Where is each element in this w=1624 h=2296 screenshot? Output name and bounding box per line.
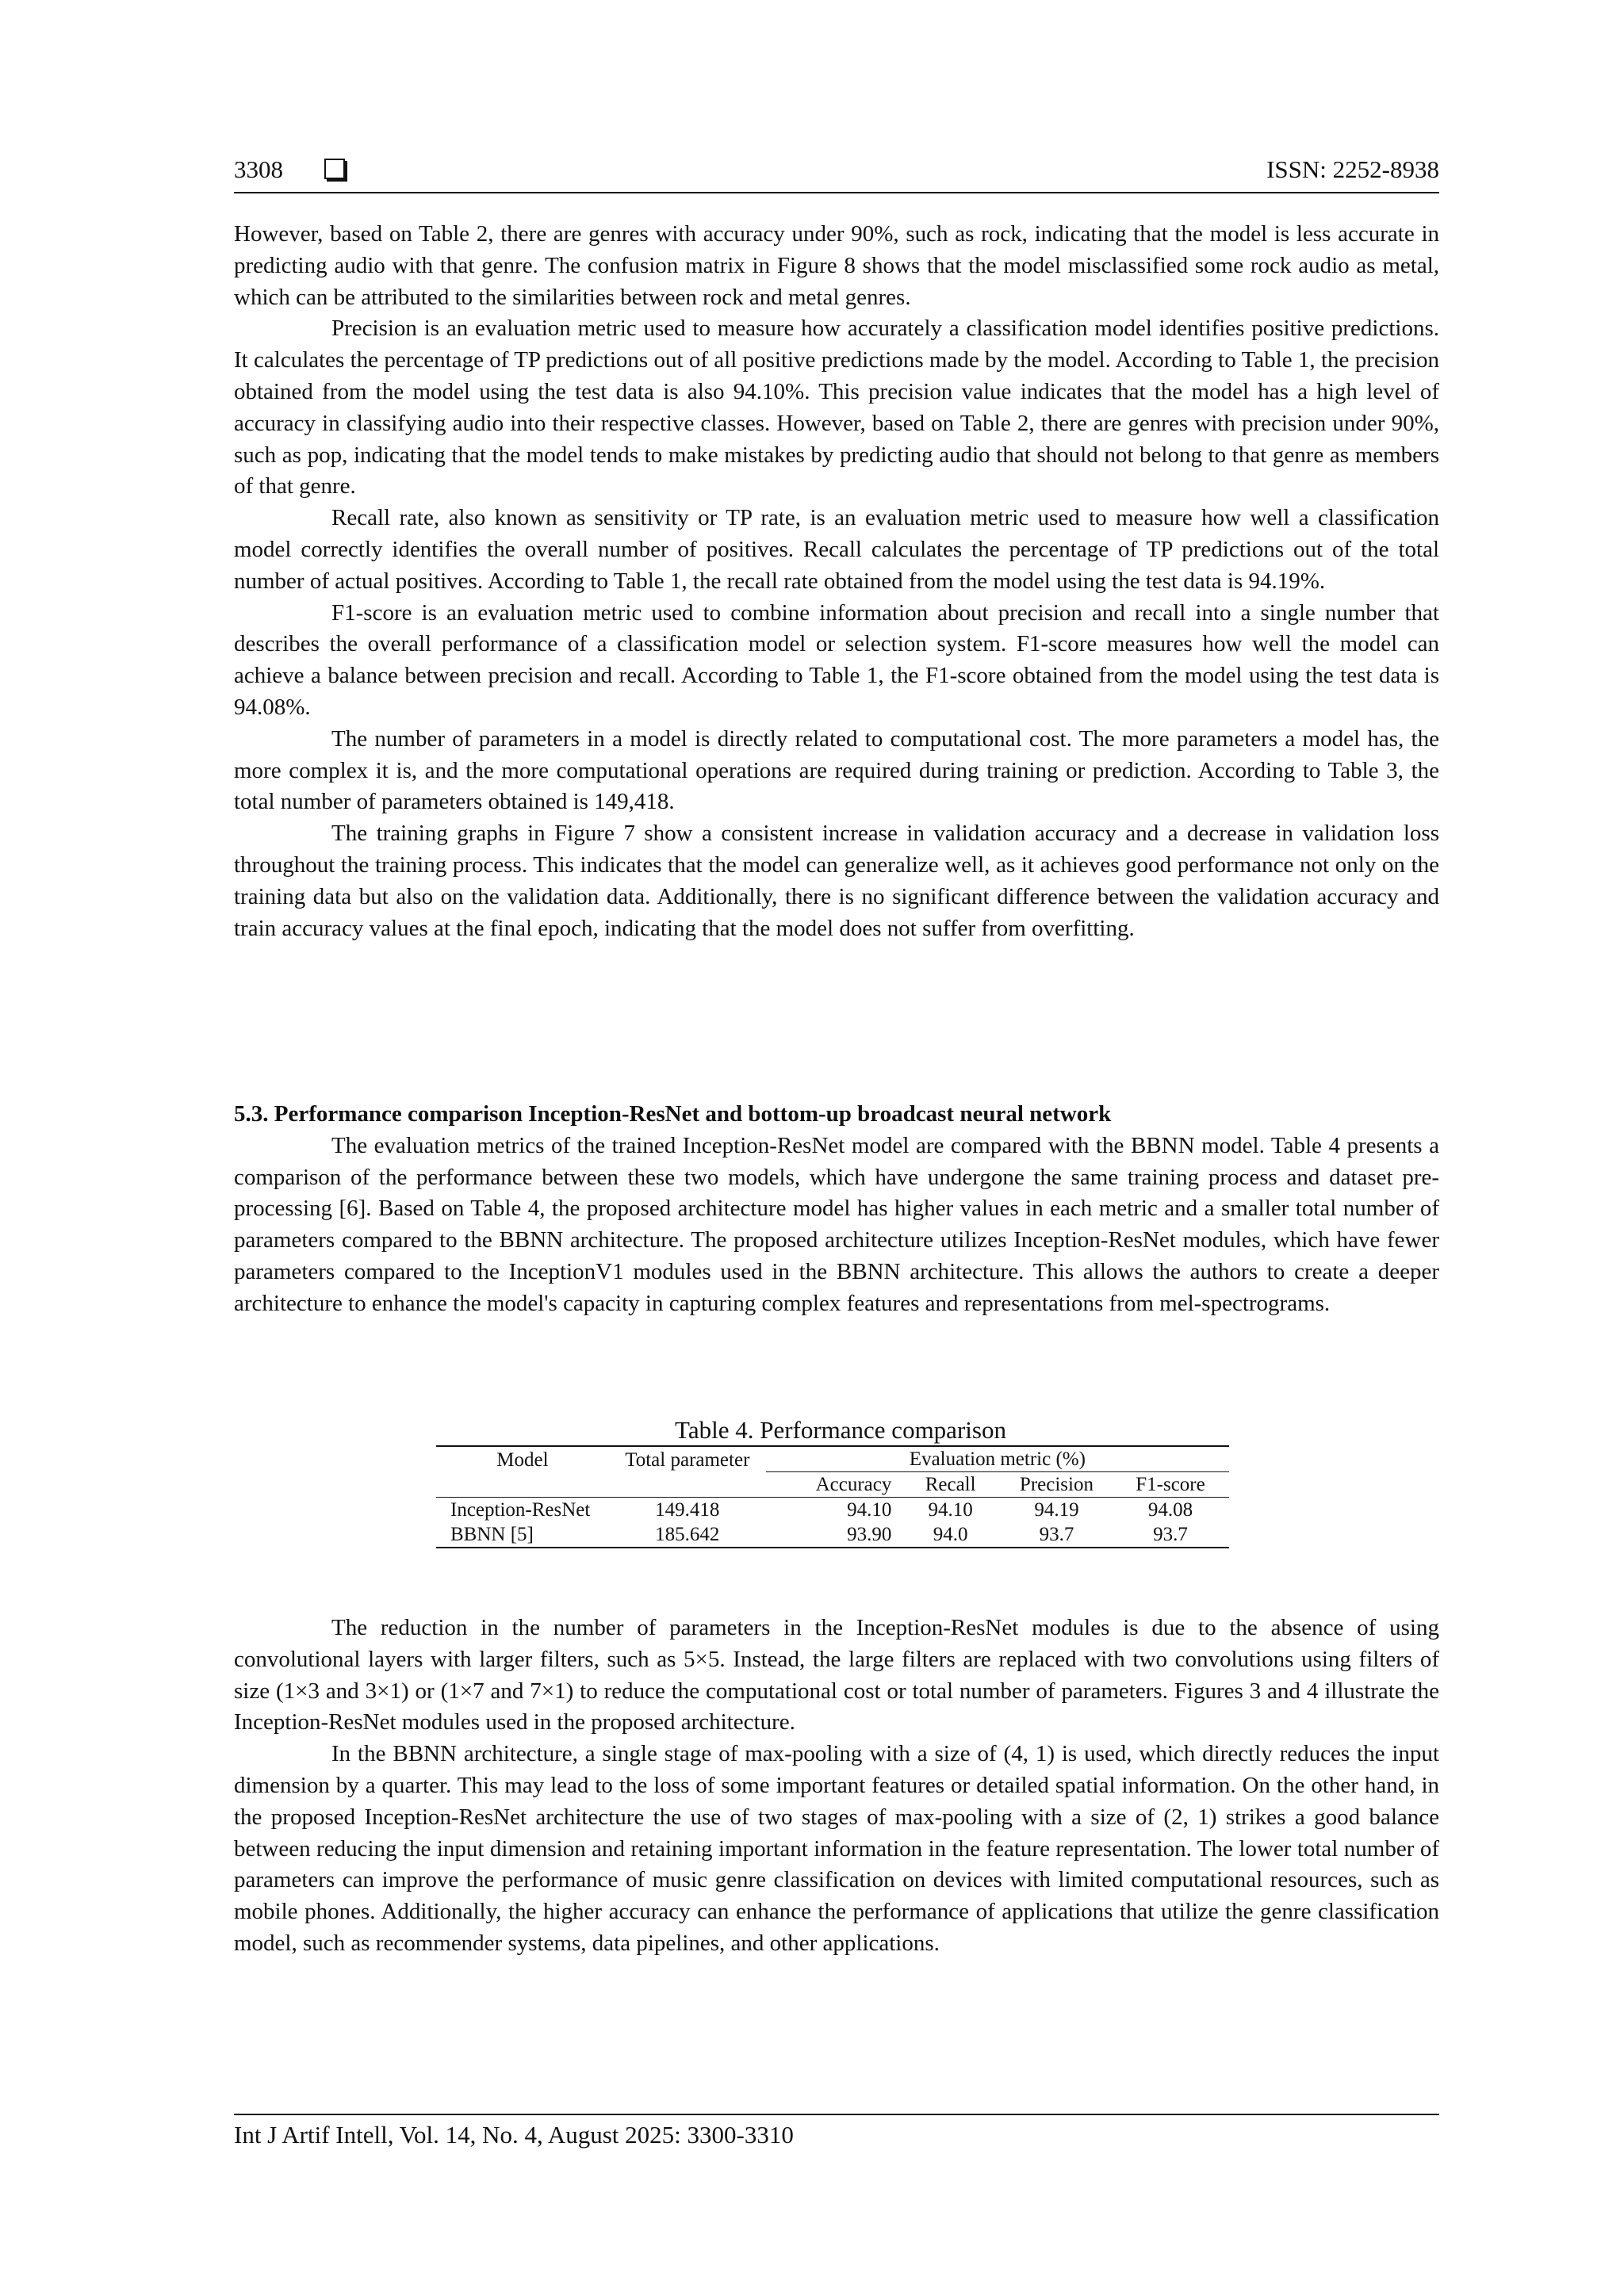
col-model-header: Model xyxy=(436,1446,609,1472)
checkbox-icon xyxy=(324,159,345,179)
col-accuracy-header: Accuracy xyxy=(766,1472,900,1498)
cell-model: Inception-ResNet xyxy=(450,1499,591,1521)
paragraph-1: However, based on Table 2, there are genres with accuracy under 90%, such as rock, indicating that the model is less accurate in predicting audio with that genre. The confusion matrix in Figure 8 shows that the model misclassified some rock audio as metal, which can be attributed to the similarities between rock and metal genres. xyxy=(234,221,1439,310)
cell-f1: 93.7 xyxy=(1112,1522,1229,1548)
cell-total: 185.642 xyxy=(609,1522,766,1548)
paragraph-3: Recall rate, also known as sensitivity or TP rate, is an evaluation metric used to measure how well a classification model correctly identifies the overall number of positives. Recall calculates the percentage of TP predictions out of the total number of actual positives. According to Table 1, the recall rate obtained from the model using the test data is 94.19%. xyxy=(234,505,1439,594)
footer-citation: Int J Artif Intell, Vol. 14, No. 4, August 2025: 3300-3310 xyxy=(234,2121,794,2149)
paragraph-8: In the BBNN architecture, a single stage of max-pooling with a size of (4, 1) is used, which directly reduces the input dimension by a quarter. This may lead to the loss of some important features or detailed spatial information. On the other hand, in the proposed Inception-ResNet architecture the use of two stages of max-pooling with a size of (2, 1) strikes a good balance between reducing the input dimension and retaining important information in the feature representation. The lower total number of parameters can improve the performance of music genre classification on devices with limited computational resources, such as mobile phones. Additionally, the higher accuracy can enhance the performance of applications that utilize the genre classification model, such as recommender systems, data pipelines, and other applications. xyxy=(234,1741,1439,1956)
cell-total: 149.418 xyxy=(655,1499,720,1521)
paragraph-5: The number of parameters in a model is directly related to computational cost. The more parameters a model has, the more complex it is, and the more computational operations are required during training or prediction. According to Table 3, the total number of parameters obtained is 149,418. xyxy=(234,725,1439,815)
col-precision-header: Precision xyxy=(1002,1472,1112,1498)
col-f1-header: F1-score xyxy=(1112,1472,1229,1498)
section-paragraph: The evaluation metrics of the trained Inception-ResNet model are compared with the BBNN model. Table 4 presents a comparison of the performance between these two models, which have undergone the same training process and dataset pre-processing [6]. Based on Table 4, the proposed architecture model has higher values in each metric and a smaller total number of parameters compared to the BBNN architecture. The proposed architecture utilizes Inception-ResNet modules, which have fewer parameters compared to the InceptionV1 modules used in the BBNN architecture. This allows the authors to create a deeper architecture to enhance the model's capacity in capturing complex features and representations from mel-spectrograms. xyxy=(234,1132,1439,1316)
paragraph-4: F1-score is an evaluation metric used to combine information about precision and recall into a single number that describes the overall performance of a classification model or selection system. F1-score measures how well the model can achieve a balance between precision and recall. According to Table 1, the F1-score obtained from the model using the test data is 94.08%. xyxy=(234,599,1439,720)
paragraph-2: Precision is an evaluation metric used to measure how accurately a classification model identifies positive predictions. It calculates the percentage of TP predictions out of all positive predictions made by the model. According to Table 1, the precision obtained from the model using the test data is also 94.10%. This precision value indicates that the model has a high level of accuracy in classifying audio into their respective classes. However, based on Table 2, there are genres with precision under 90%, such as pop, indicating that the model tends to make mistakes by predicting audio that should not belong to that genre as members of that genre. xyxy=(234,316,1439,499)
cell-precision: 94.19 xyxy=(1034,1499,1079,1521)
table-row xyxy=(436,1522,1229,1548)
body-bottom xyxy=(234,1613,1439,1960)
cell-recall: 94.10 xyxy=(928,1499,973,1521)
section-5-3 xyxy=(234,1099,1439,1320)
table-row xyxy=(436,1498,1229,1523)
cell-precision: 93.7 xyxy=(1002,1522,1112,1548)
cell-f1: 94.08 xyxy=(1147,1499,1193,1521)
page-number: 3308 xyxy=(234,155,283,183)
body-top xyxy=(234,219,1439,944)
eval-header-label: Evaluation metric (%) xyxy=(766,1447,1229,1472)
col-total-header: Total parameter xyxy=(609,1446,766,1472)
table-caption: Table 4. Performance comparison xyxy=(675,1416,1006,1444)
col-eval-header xyxy=(766,1446,1229,1472)
section-heading: 5.3. Performance comparison Inception-ResNet and bottom-up broadcast neural network xyxy=(234,1101,1112,1127)
issn: ISSN: 2252-8938 xyxy=(1266,155,1439,183)
page-header xyxy=(234,155,1439,187)
header-rule xyxy=(234,192,1439,193)
paragraph-7: The reduction in the number of parameters in the Inception-ResNet modules is due to the absence of using convolutional layers with larger filters, such as 5×5. Instead, the large filters are replaced with two convolutions using filters of size (1×3 and 3×1) or (1×7 and 7×1) to reduce the computational cost or total number of parameters. Figures 3 and 4 illustrate the Inception-ResNet modules used in the proposed architecture. xyxy=(234,1615,1439,1735)
cell-model: BBNN [5] xyxy=(436,1522,609,1548)
cell-recall: 94.0 xyxy=(899,1522,1002,1548)
cell-accuracy: 93.90 xyxy=(766,1522,900,1548)
footer-rule xyxy=(234,2114,1439,2115)
col-recall-header: Recall xyxy=(899,1472,1002,1498)
performance-table xyxy=(436,1415,1229,1548)
paragraph-6: The training graphs in Figure 7 show a consistent increase in validation accuracy and a decrease in validation loss throughout the training process. This indicates that the model can generalize well, as it achieves good performance not only on the training data but also on the validation data. Additionally, there is no significant difference between the validation accuracy and train accuracy values at the final epoch, indicating that the model does not suffer from overfitting. xyxy=(234,821,1439,941)
cell-accuracy: 94.10 xyxy=(847,1499,892,1521)
